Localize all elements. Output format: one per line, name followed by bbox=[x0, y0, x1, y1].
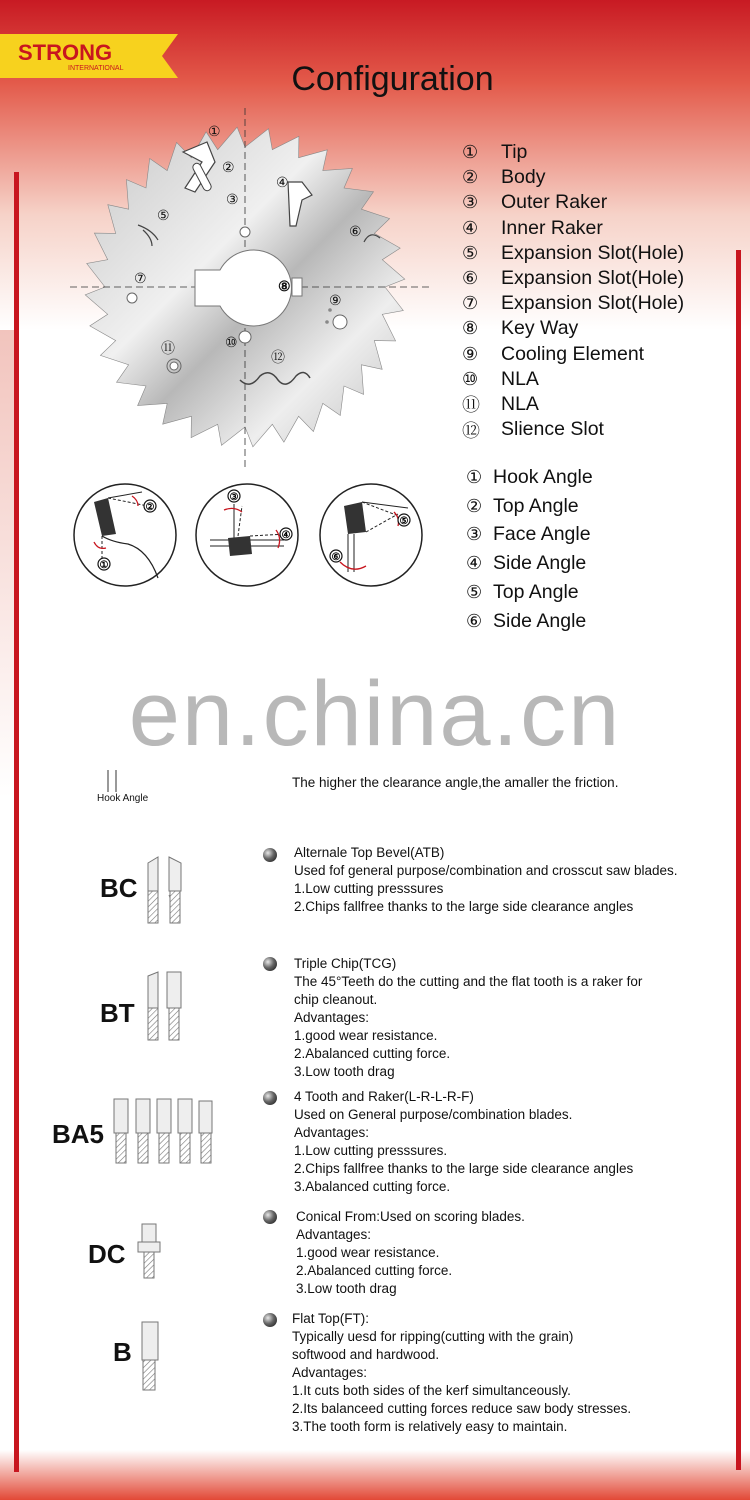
legend-number: ⑧ bbox=[462, 318, 479, 339]
tooth-desc-dc bbox=[296, 1208, 525, 1298]
legend-item bbox=[462, 190, 684, 215]
desc-line: Advantages: bbox=[292, 1365, 368, 1380]
desc-line: 2.Abalanced cutting force. bbox=[296, 1263, 453, 1278]
legend-number: ③ bbox=[462, 192, 479, 213]
legend-label: Outer Raker bbox=[501, 191, 608, 214]
tooth-code-bt: BT bbox=[100, 998, 135, 1028]
blade-callout: ⑩ bbox=[225, 334, 238, 350]
top-side-angle-diagram bbox=[318, 482, 424, 588]
legend-label: NLA bbox=[501, 367, 539, 390]
legend-number: ① bbox=[466, 466, 483, 487]
desc-line: softwood and hardwood. bbox=[292, 1347, 440, 1362]
legend-item bbox=[462, 216, 684, 241]
bullet-icon bbox=[263, 848, 277, 862]
legend-label: Tip bbox=[501, 141, 528, 164]
desc-line: 1.Low cutting presssures bbox=[294, 881, 444, 896]
logo-subtext: INTERNATIONAL bbox=[68, 65, 124, 72]
tooth-code-b: B bbox=[113, 1337, 132, 1367]
legend-label: Hook Angle bbox=[493, 465, 593, 488]
b-tooth-icon bbox=[136, 1318, 166, 1392]
tooth-code-ba5: BA5 bbox=[52, 1119, 105, 1149]
bt-tooth-icon bbox=[145, 970, 187, 1042]
desc-line: 2.Its balanceed cutting forces reduce saw body stresses. bbox=[292, 1401, 632, 1416]
legend-label: Expansion Slot(Hole) bbox=[501, 292, 685, 315]
desc-line: 2.Chips fallfree thanks to the large side clearance angles bbox=[294, 899, 634, 914]
legend-number: ⑥ bbox=[466, 610, 483, 631]
desc-line: 3.The tooth form is relatively easy to maintain. bbox=[292, 1419, 568, 1434]
hook-top-angle-diagram bbox=[72, 482, 178, 588]
desc-line: Used on General purpose/combination blades. bbox=[294, 1107, 573, 1122]
legend-label: Slience Slot bbox=[501, 418, 604, 441]
blade-callout: ② bbox=[222, 159, 235, 175]
legend-number: ⑩ bbox=[462, 368, 479, 389]
angle-callout: ⑤ bbox=[399, 516, 409, 527]
desc-line: 1.good wear resistance. bbox=[294, 1028, 438, 1043]
angle-callout: ② bbox=[145, 502, 155, 513]
tooth-code-bc: BC bbox=[100, 873, 138, 903]
legend-item bbox=[466, 463, 593, 492]
tooth-desc-bc bbox=[294, 844, 677, 916]
legend-label: Expansion Slot(Hole) bbox=[501, 241, 685, 264]
saw-blade-diagram bbox=[40, 100, 460, 475]
bullet-icon bbox=[263, 1313, 277, 1327]
legend-label: Side Angle bbox=[493, 609, 587, 632]
legend-number: ⑨ bbox=[462, 343, 479, 364]
watermark: en.china.cn bbox=[128, 663, 622, 765]
legend-item bbox=[466, 549, 593, 578]
legend-item bbox=[462, 367, 684, 392]
legend-number: ⑥ bbox=[462, 268, 479, 289]
desc-line: 3.Low tooth drag bbox=[294, 1064, 395, 1079]
legend-number: ⑤ bbox=[462, 242, 479, 263]
tooth-code-dc: DC bbox=[88, 1239, 126, 1269]
legend-label: Key Way bbox=[501, 317, 579, 340]
bullet-icon bbox=[263, 1091, 277, 1105]
legend-item bbox=[466, 492, 593, 521]
desc-line: Conical From:Used on scoring blades. bbox=[296, 1209, 525, 1224]
legend-label: Expansion Slot(Hole) bbox=[501, 267, 685, 290]
angle-callout: ⑥ bbox=[331, 552, 341, 563]
legend-item bbox=[462, 392, 684, 417]
legend-number: ③ bbox=[466, 524, 483, 545]
legend-label: Top Angle bbox=[493, 581, 579, 604]
footer-gradient bbox=[0, 1450, 750, 1500]
legend-label: Side Angle bbox=[493, 552, 587, 575]
face-side-angle-diagram bbox=[194, 482, 300, 588]
bc-tooth-icon bbox=[145, 853, 187, 925]
legend-label: Cooling Element bbox=[501, 342, 645, 365]
parts-legend bbox=[462, 140, 684, 442]
legend-number: ⑤ bbox=[466, 582, 483, 603]
legend-number: ⑦ bbox=[462, 293, 479, 314]
legend-label: Inner Raker bbox=[501, 216, 603, 239]
desc-line: 3.Low tooth drag bbox=[296, 1281, 397, 1296]
desc-line: 1.It cuts both sides of the kerf simultanceously. bbox=[292, 1383, 571, 1398]
tooth-desc-ba5 bbox=[294, 1088, 633, 1196]
legend-item bbox=[462, 417, 684, 442]
legend-item bbox=[466, 521, 593, 550]
desc-line: Advantages: bbox=[294, 1125, 370, 1140]
legend-label: Top Angle bbox=[493, 494, 579, 517]
legend-item bbox=[462, 266, 684, 291]
hook-angle-sketch bbox=[100, 764, 130, 794]
blade-callout: ⑦ bbox=[134, 270, 147, 286]
desc-line: 1.Low cutting presssures. bbox=[294, 1143, 448, 1158]
blade-callout: ⑤ bbox=[157, 207, 170, 223]
legend-number: ⑪ bbox=[462, 395, 480, 416]
blade-callout: ⑥ bbox=[349, 223, 362, 239]
blade-callout: ③ bbox=[226, 191, 239, 207]
blade-callout: ⑧ bbox=[278, 278, 291, 294]
clearance-note: The higher the clearance angle,the amaller the friction. bbox=[292, 775, 619, 790]
legend-number: ⑫ bbox=[462, 420, 480, 441]
desc-line: The 45°Teeth do the cutting and the flat tooth is a raker for bbox=[294, 974, 643, 989]
legend-number: ④ bbox=[466, 553, 483, 574]
dc-tooth-icon bbox=[136, 1220, 166, 1280]
angles-legend bbox=[466, 463, 593, 636]
blade-callout: ① bbox=[208, 123, 221, 139]
blade-callout: ⑨ bbox=[329, 292, 342, 308]
legend-label: NLA bbox=[501, 392, 539, 415]
left-gradient bbox=[0, 330, 14, 1500]
legend-number: ④ bbox=[462, 217, 479, 238]
legend-item bbox=[466, 578, 593, 607]
desc-line: 4 Tooth and Raker(L-R-L-R-F) bbox=[294, 1089, 474, 1104]
desc-line: chip cleanout. bbox=[294, 992, 378, 1007]
legend-label: Face Angle bbox=[493, 523, 591, 546]
legend-item bbox=[466, 607, 593, 636]
desc-line: Advantages: bbox=[296, 1227, 372, 1242]
blade-callout: ④ bbox=[276, 174, 289, 190]
legend-item bbox=[462, 165, 684, 190]
legend-item bbox=[462, 291, 684, 316]
legend-item bbox=[462, 342, 684, 367]
legend-number: ② bbox=[462, 167, 479, 188]
legend-label: Body bbox=[501, 166, 546, 189]
desc-line: Flat Top(FT): bbox=[292, 1311, 370, 1326]
desc-line: 1.good wear resistance. bbox=[296, 1245, 440, 1260]
legend-item bbox=[462, 241, 684, 266]
desc-line: Typically uesd for ripping(cutting with the grain) bbox=[292, 1329, 574, 1344]
angle-callout: ④ bbox=[281, 530, 291, 541]
blade-callout: ⑪ bbox=[161, 340, 175, 356]
bullet-icon bbox=[263, 957, 277, 971]
legend-number: ② bbox=[466, 495, 483, 516]
bullet-icon bbox=[263, 1210, 277, 1224]
logo-text: STRONG bbox=[18, 40, 113, 65]
frame-right-bar bbox=[736, 250, 741, 1470]
frame-left-bar bbox=[14, 172, 19, 1472]
blade-callout: ⑫ bbox=[271, 349, 285, 365]
tooth-desc-b bbox=[292, 1310, 631, 1436]
desc-line: Advantages: bbox=[294, 1010, 370, 1025]
desc-line: Alternale Top Bevel(ATB) bbox=[294, 845, 445, 860]
angle-callout: ③ bbox=[229, 492, 239, 503]
desc-line: 2.Chips fallfree thanks to the large side clearance angles bbox=[294, 1161, 634, 1176]
desc-line: Used fof general purpose/combination and crosscut saw blades. bbox=[294, 863, 678, 878]
angle-callout: ① bbox=[99, 560, 109, 571]
legend-number: ① bbox=[462, 142, 479, 163]
desc-line: 3.Abalanced cutting force. bbox=[294, 1179, 451, 1194]
page-title: Configuration bbox=[291, 60, 494, 98]
legend-item bbox=[462, 140, 684, 165]
ba5-tooth-icon bbox=[112, 1095, 216, 1165]
hook-angle-label: Hook Angle bbox=[97, 793, 149, 804]
legend-item bbox=[462, 316, 684, 341]
desc-line: Triple Chip(TCG) bbox=[294, 956, 397, 971]
desc-line: 2.Abalanced cutting force. bbox=[294, 1046, 451, 1061]
tooth-desc-bt bbox=[294, 955, 642, 1081]
